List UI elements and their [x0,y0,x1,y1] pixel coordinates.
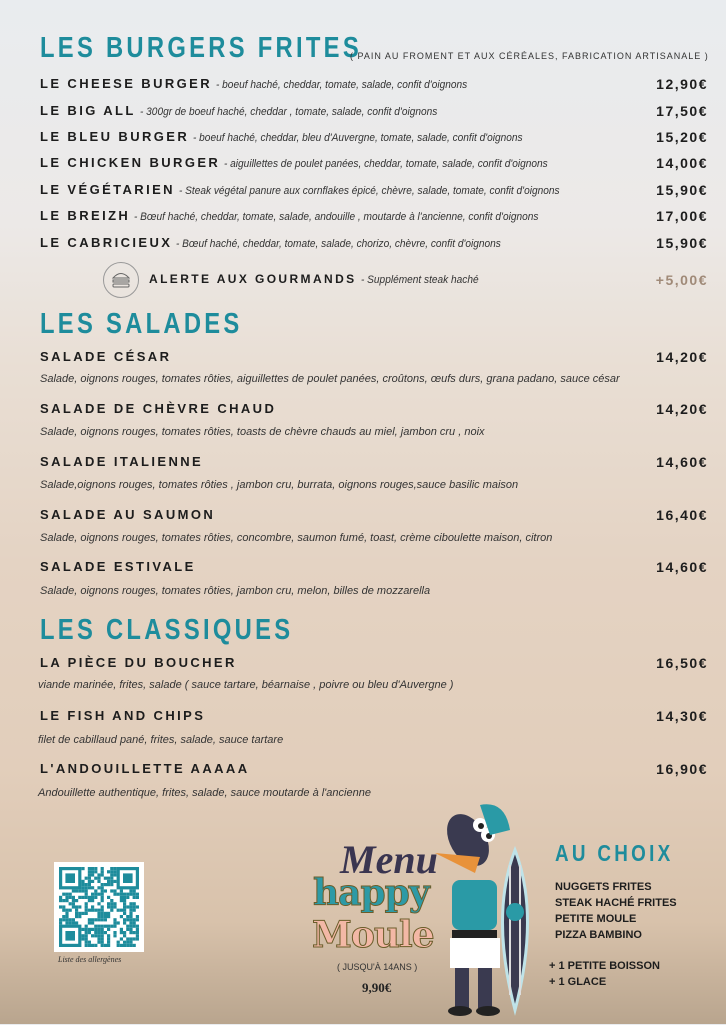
kids-logo-moule: Moule [312,914,434,956]
burger-row [40,155,708,173]
salades-title: LES SALADES [40,308,243,340]
burger-row [40,235,708,253]
extra-desc: - Supplément steak haché [360,274,479,286]
salades-row [40,454,708,472]
classiques-row [40,708,708,726]
burger-row [40,129,708,147]
qr-caption: Liste des allergènes [58,955,122,964]
kids-choice: STEAK HACHÉ FRITES [555,897,677,909]
burger-icon [103,262,139,298]
item-desc: filet de cabillaud pané, frites, salade, sauce tartare [38,734,284,746]
item-name: LE BREIZH [40,208,131,223]
burger-row [40,208,708,226]
item-price: 14,20€ [656,401,708,417]
item-price: 14,00€ [656,155,708,171]
extra-price: +5,00€ [655,272,708,288]
classiques-row [40,761,708,779]
item-price: 15,20€ [656,129,708,145]
item-name: SALADE DE CHÈVRE CHAUD [40,401,277,416]
kids-extra: + 1 GLACE [549,976,607,988]
item-price: 15,90€ [656,235,708,251]
item-price: 14,20€ [656,349,708,365]
item-desc: Salade,oignons rouges, tomates rôties , jambon cru, burrata, oignons rouges,sauce basilic maison [40,479,519,491]
item-price: 14,60€ [656,454,708,470]
burgers-subtitle: ( PAIN AU FROMENT ET AUX CÉRÉALES, FABRICATION ARTISANALE ) [350,51,709,61]
kids-choice: PETITE MOULE [555,913,637,925]
burger-row [40,182,708,200]
salades-row [40,507,708,525]
item-name: SALADE ESTIVALE [40,559,196,574]
kids-choice: NUGGETS FRITES [555,881,652,893]
item-name: SALADE CÉSAR [40,349,172,364]
kids-choice: PIZZA BAMBINO [555,929,642,941]
item-desc: - aiguillettes de poulet panées, cheddar, tomate, salade, confit d'oignons [224,158,548,170]
item-desc: Salade, oignons rouges, tomates rôties, jambon cru, melon, billes de mozzarella [40,585,431,597]
item-price: 17,00€ [656,208,708,224]
item-price: 17,50€ [656,103,708,119]
item-price: 12,90€ [656,76,708,92]
item-name: LE FISH AND CHIPS [40,708,206,723]
item-name: L'ANDOUILLETTE AAAAA [40,761,250,776]
item-desc: Salade, oignons rouges, tomates rôties, aiguillettes de poulet panées, croûtons, œufs durs, grana padano, sauce césar [40,373,620,385]
kids-extra: + 1 PETITE BOISSON [549,960,660,972]
item-name: LE CABRICIEUX [40,235,173,250]
item-name: LE BIG ALL [40,103,136,118]
item-name: LA PIÈCE DU BOUCHER [40,655,237,670]
item-name: LE CHEESE BURGER [40,76,213,91]
kids-choice-title: AU CHOIX [555,840,674,866]
burger-row [40,76,708,94]
item-name: LE VÉGÉTARIEN [40,182,175,197]
item-desc: Andouillette authentique, frites, salade, sauce moutarde à l'ancienne [38,787,371,799]
kids-logo-menu: Menu [340,837,438,882]
extra-name: ALERTE AUX GOURMANDS [149,272,357,286]
kids-age: ( JUSQU'À 14ANS ) [337,962,418,972]
item-name: SALADE AU SAUMON [40,507,216,522]
burger-row [40,103,708,121]
classiques-title: LES CLASSIQUES [40,614,294,646]
item-price: 16,50€ [656,655,708,671]
item-desc: - Bœuf haché, cheddar, tomate, salade, andouille , moutarde à l'ancienne, confit d'oignons [134,211,539,223]
item-price: 14,30€ [656,708,708,724]
salades-row [40,349,708,367]
item-desc: - boeuf haché, cheddar, bleu d'Auvergne, tomate, salade, confit d'oignons [193,132,523,144]
item-desc: - 300gr de boeuf haché, cheddar , tomate, salade, confit d'oignons [139,106,438,118]
burgers-title: LES BURGERS FRITES [40,32,362,64]
kids-price: 9,90€ [362,980,392,995]
item-desc: viande marinée, frites, salade ( sauce tartare, béarnaise , poivre ou bleu d'Auvergne ) [38,679,454,691]
kids-logo-happy: happy [313,872,429,914]
item-price: 16,40€ [656,507,708,523]
item-desc: - boeuf haché, cheddar, tomate, salade, confit d'oignons [216,79,468,91]
item-name: SALADE ITALIENNE [40,454,204,469]
item-desc: Salade, oignons rouges, tomates rôties, toasts de chèvre chauds au miel, jambon cru , noix [40,426,485,438]
salades-row [40,401,708,419]
item-desc: - Steak végétal panure aux cornflakes épicé, chèvre, salade, tomate, confit d'oignons [178,185,560,197]
allergens-qr-code[interactable] [54,862,144,952]
item-name: LE CHICKEN BURGER [40,155,221,170]
extra-row [149,272,708,290]
item-price: 15,90€ [656,182,708,198]
item-price: 16,90€ [656,761,708,777]
item-desc: Salade, oignons rouges, tomates rôties, concombre, saumon fumé, toast, crème ciboulette maison, citron [40,532,553,544]
classiques-row [40,655,708,673]
item-name: LE BLEU BURGER [40,129,190,144]
mascot-surfer-illustration [430,795,550,1025]
salades-row [40,559,708,577]
item-price: 14,60€ [656,559,708,575]
item-desc: - Bœuf haché, cheddar, tomate, salade, chorizo, chèvre, confit d'oignons [176,238,502,250]
